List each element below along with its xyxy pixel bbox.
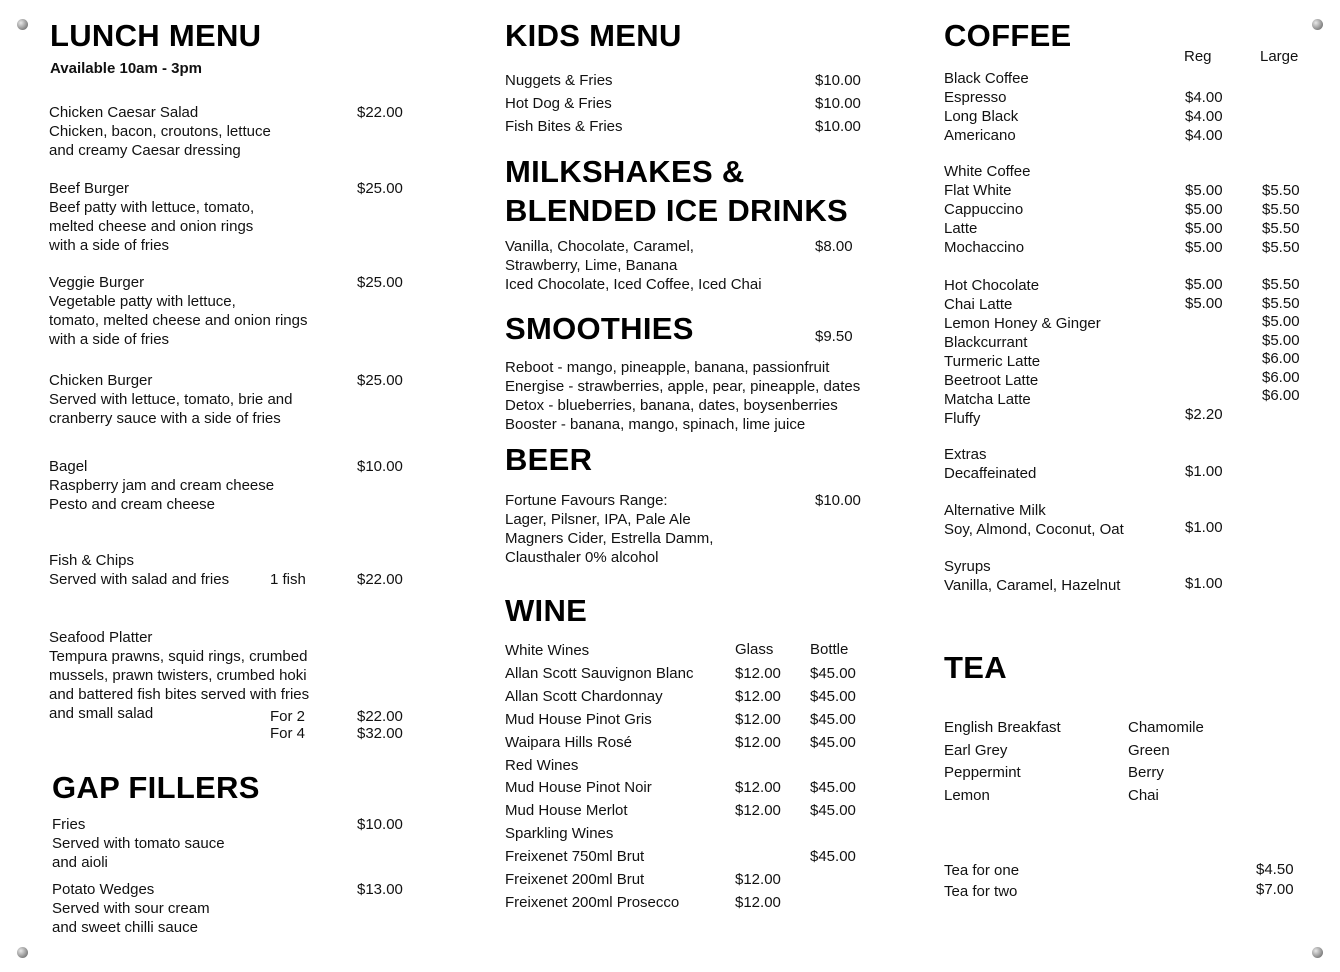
wine-bottle-price xyxy=(810,892,856,915)
beer-title: BEER xyxy=(505,442,593,477)
item-name: Hot Dog & Fries xyxy=(505,95,612,112)
tea-price-names xyxy=(944,860,1019,902)
coffee-reg-price: $4.00 xyxy=(1185,127,1223,144)
wine-bottle-price xyxy=(810,755,856,778)
item-desc: with a side of fries xyxy=(49,331,170,348)
wine-bottle-price: $45.00 xyxy=(810,802,856,820)
coffee-head-reg: Reg xyxy=(1184,48,1212,65)
tea-name: Green xyxy=(1128,741,1170,759)
item-desc: mussels, prawn twisters, crumbed hoki xyxy=(49,667,307,684)
coffee-reg-price xyxy=(1185,69,1223,88)
menu-item xyxy=(49,457,274,514)
coffee-reg-price: $5.00 xyxy=(1185,201,1223,218)
wine-category: Red Wines xyxy=(505,756,579,774)
wine-bottle-price xyxy=(810,823,856,846)
coffee-group-specialty xyxy=(944,276,1101,428)
milkshakes-title-line: BLENDED ICE DRINKS xyxy=(505,193,848,228)
item-desc: with a side of fries xyxy=(49,237,170,254)
item-desc: and battered fish bites served with fries xyxy=(49,686,310,703)
extras-heading: Syrups xyxy=(944,558,991,575)
item-desc: cranberry sauce with a side of fries xyxy=(49,410,281,427)
lunch-title: LUNCH MENU xyxy=(50,18,262,53)
coffee-name: Mochaccino xyxy=(944,239,1025,256)
item-price: $25.00 xyxy=(357,180,403,197)
extras-item: Soy, Almond, Coconut, Oat xyxy=(944,521,1124,538)
coffee-reg-price: $5.00 xyxy=(1185,276,1223,293)
tea-title: TEA xyxy=(944,650,1007,685)
wine-bottle-price xyxy=(810,869,856,892)
item-name: Bagel xyxy=(49,458,88,475)
wine-title: WINE xyxy=(505,593,588,628)
coffee-reg-price xyxy=(1185,369,1223,388)
beer-list xyxy=(505,491,713,567)
menu-item xyxy=(52,880,210,937)
coffee-reg-price: $5.00 xyxy=(1185,182,1223,199)
coffee-reg-price: $5.00 xyxy=(1185,239,1223,256)
wine-glass-price: $12.00 xyxy=(735,871,781,889)
kids-menu-title: KIDS MENU xyxy=(505,18,682,53)
item-desc: Pesto and cream cheese xyxy=(49,496,215,513)
coffee-group-white xyxy=(944,162,1030,257)
milkshakes-flavours xyxy=(505,237,762,294)
tea-price: $4.50 xyxy=(1256,861,1294,878)
smoothie-line: Booster - banana, mango, spinach, lime juice xyxy=(505,416,806,433)
coffee-group-black xyxy=(944,69,1029,145)
coffee-head-large: Large xyxy=(1260,48,1299,65)
item-desc: and aioli xyxy=(52,854,108,871)
item-name: Fries xyxy=(52,816,86,833)
coffee-reg-price xyxy=(1185,162,1223,181)
coffee-reg-price xyxy=(1185,313,1223,332)
extras-price: $1.00 xyxy=(1185,575,1223,592)
wine-name: Allan Scott Sauvignon Blanc xyxy=(505,664,694,682)
wine-glass-price: $12.00 xyxy=(735,687,781,705)
coffee-title: COFFEE xyxy=(944,18,1072,53)
wine-glass-price: $12.00 xyxy=(735,710,781,728)
coffee-large-price: $6.00 xyxy=(1262,368,1300,386)
coffee-name: Long Black xyxy=(944,108,1019,125)
wine-bottle-prices xyxy=(810,640,856,915)
coffee-name: Fluffy xyxy=(944,410,981,427)
item-price: $22.00 xyxy=(357,104,403,121)
item-name: Nuggets & Fries xyxy=(505,72,613,89)
gap-fillers-title: GAP FILLERS xyxy=(52,770,260,805)
flavour-line: Iced Chocolate, Iced Coffee, Iced Chai xyxy=(505,276,762,293)
wine-glass-price xyxy=(735,823,781,846)
wine-glass-price xyxy=(735,846,781,869)
tea-name: Chai xyxy=(1128,787,1159,805)
kids-items xyxy=(505,69,623,138)
wine-bottle-price: $45.00 xyxy=(810,779,856,797)
extras-heading: Alternative Milk xyxy=(944,502,1046,519)
item-desc: and small salad xyxy=(49,705,154,722)
coffee-large-price: $5.50 xyxy=(1262,276,1300,293)
coffee-large-price: $5.50 xyxy=(1262,294,1300,312)
milkshakes-price: $8.00 xyxy=(815,238,853,255)
wine-bottle-price: $45.00 xyxy=(810,733,856,751)
smoothies-price: $9.50 xyxy=(815,328,853,345)
coffee-name: Hot Chocolate xyxy=(944,277,1040,294)
coffee-reg-price xyxy=(1185,332,1223,351)
wine-name: Mud House Pinot Noir xyxy=(505,779,652,797)
extras-price: $1.00 xyxy=(1185,463,1223,480)
wine-glass-price: $12.00 xyxy=(735,893,781,911)
item-price: $32.00 xyxy=(357,725,403,742)
coffee-reg-price: $5.00 xyxy=(1185,220,1223,237)
item-desc: Served with tomato sauce xyxy=(52,835,225,852)
tea-name: English Breakfast xyxy=(944,719,1061,736)
wine-name: Mud House Merlot xyxy=(505,802,628,820)
beer-line: Clausthaler 0% alcohol xyxy=(505,549,659,566)
tea-price-values xyxy=(1256,860,1294,900)
item-desc: Beef patty with lettuce, tomato, xyxy=(49,199,255,216)
smoothies-title: SMOOTHIES xyxy=(505,311,694,346)
wine-head-bottle: Bottle xyxy=(810,641,849,658)
tea-name: Berry xyxy=(1128,764,1164,782)
coffee-name: Flat White xyxy=(944,182,1012,199)
coffee-name: Lemon Honey & Ginger xyxy=(944,315,1101,332)
item-name: Beef Burger xyxy=(49,180,130,197)
extras-syrups xyxy=(944,557,1120,595)
smoothies-list xyxy=(505,358,860,434)
item-desc: and creamy Caesar dressing xyxy=(49,142,241,159)
wine-glass-price xyxy=(735,640,781,663)
smoothie-line: Detox - blueberries, banana, dates, boysenberries xyxy=(505,397,838,414)
item-name: Veggie Burger xyxy=(49,274,145,291)
coffee-large-price: $5.50 xyxy=(1262,239,1300,256)
item-name: Chicken Burger xyxy=(49,372,153,389)
tea-option: Tea for two xyxy=(944,883,1018,900)
extras-milk xyxy=(944,501,1124,539)
wine-name: Allan Scott Chardonnay xyxy=(505,687,663,705)
coffee-large-price: $5.50 xyxy=(1262,220,1300,237)
item-desc: Served with lettuce, tomato, brie and xyxy=(49,391,293,408)
smoothie-line: Energise - strawberries, apple, pear, pineapple, dates xyxy=(505,378,861,395)
extras-item: Vanilla, Caramel, Hazelnut xyxy=(944,577,1121,594)
beer-line: Fortune Favours Range: xyxy=(505,492,668,509)
wine-glass-price: $12.00 xyxy=(735,779,781,797)
menu-item xyxy=(52,815,225,872)
coffee-name: Blackcurrant xyxy=(944,334,1028,351)
wine-bottle-price: $45.00 xyxy=(810,687,856,705)
coffee-large-price: $5.00 xyxy=(1262,331,1300,349)
extras-decaf xyxy=(944,445,1036,483)
coffee-reg-prices xyxy=(1185,69,1223,145)
wine-name: Freixenet 200ml Brut xyxy=(505,871,645,889)
coffee-name: Chai Latte xyxy=(944,296,1013,313)
item-price: $25.00 xyxy=(357,274,403,291)
item-desc: tomato, melted cheese and onion rings xyxy=(49,312,308,329)
coffee-large-price: $6.00 xyxy=(1262,350,1300,367)
item-name: Seafood Platter xyxy=(49,629,153,646)
item-portion: For 4 xyxy=(270,725,306,742)
coffee-large-prices xyxy=(1262,276,1300,424)
coffee-name: Turmeric Latte xyxy=(944,353,1041,370)
item-portion: For 2 xyxy=(270,708,306,725)
extras-heading: Extras xyxy=(944,446,987,463)
menu-item xyxy=(49,273,308,349)
item-desc: Served with salad and fries xyxy=(49,571,230,588)
coffee-name: Beetroot Latte xyxy=(944,372,1039,389)
wine-glass-price: $12.00 xyxy=(735,802,781,820)
tea-name: Chamomile xyxy=(1128,719,1204,736)
item-desc: and sweet chilli sauce xyxy=(52,919,198,936)
item-desc: melted cheese and onion rings xyxy=(49,218,254,235)
wine-names xyxy=(505,640,693,915)
milkshakes-title xyxy=(505,152,848,230)
item-desc: Vegetable patty with lettuce, xyxy=(49,293,236,310)
menu-item xyxy=(49,371,292,428)
coffee-reg-price: $5.00 xyxy=(1185,294,1223,312)
tea-price: $7.00 xyxy=(1256,881,1294,898)
tea-name: Peppermint xyxy=(944,764,1021,782)
pin-top-left xyxy=(17,19,28,30)
coffee-large-price: $5.50 xyxy=(1262,182,1300,199)
coffee-reg-price: $2.20 xyxy=(1185,405,1223,423)
menu-item xyxy=(49,103,271,160)
item-name: Fish Bites & Fries xyxy=(505,118,623,135)
wine-name: Freixenet 200ml Prosecco xyxy=(505,893,680,911)
item-portion: 1 fish xyxy=(270,571,306,588)
tea-col-1 xyxy=(944,717,1061,808)
item-desc: Chicken, bacon, croutons, lettuce xyxy=(49,123,271,140)
beer-line: Lager, Pilsner, IPA, Pale Ale xyxy=(505,511,691,528)
tea-name: Earl Grey xyxy=(944,741,1008,759)
flavour-line: Strawberry, Lime, Banana xyxy=(505,257,678,274)
item-price: $22.00 xyxy=(357,571,403,588)
item-price: $10.00 xyxy=(357,458,403,475)
coffee-name: Espresso xyxy=(944,89,1007,106)
coffee-reg-price: $4.00 xyxy=(1185,89,1223,106)
item-price: $22.00 xyxy=(357,708,403,725)
lunch-availability: Available 10am - 3pm xyxy=(50,60,203,77)
milkshakes-title-line: MILKSHAKES & xyxy=(505,154,745,189)
wine-name: Freixenet 750ml Brut xyxy=(505,848,645,866)
item-desc: Raspberry jam and cream cheese xyxy=(49,477,275,494)
wine-category: Sparkling Wines xyxy=(505,825,614,843)
coffee-large-price: $5.00 xyxy=(1262,313,1300,330)
kids-prices xyxy=(815,69,861,138)
wine-bottle-price: $45.00 xyxy=(810,664,856,682)
coffee-large-price: $6.00 xyxy=(1262,387,1300,404)
coffee-name: Matcha Latte xyxy=(944,391,1031,408)
pin-top-right xyxy=(1312,19,1323,30)
item-name: Fish & Chips xyxy=(49,552,135,569)
coffee-reg-prices xyxy=(1185,162,1223,257)
coffee-large-price: $5.50 xyxy=(1262,201,1300,218)
coffee-name: Cappuccino xyxy=(944,201,1024,218)
extras-item: Decaffeinated xyxy=(944,465,1037,482)
coffee-large-price xyxy=(1262,162,1300,181)
wine-head-glass: Glass xyxy=(735,641,774,658)
item-price: $10.00 xyxy=(815,118,861,135)
smoothie-line: Reboot - mango, pineapple, banana, passionfruit xyxy=(505,359,830,376)
item-price: $10.00 xyxy=(815,95,861,112)
coffee-reg-price: $4.00 xyxy=(1185,108,1223,125)
beer-line: Magners Cider, Estrella Damm, xyxy=(505,530,714,547)
tea-name: Lemon xyxy=(944,787,990,805)
item-desc: Tempura prawns, squid rings, crumbed xyxy=(49,648,308,665)
coffee-reg-prices xyxy=(1185,276,1223,424)
wine-name: Waipara Hills Rosé xyxy=(505,733,632,751)
item-name: Potato Wedges xyxy=(52,881,155,898)
wine-glass-price: $12.00 xyxy=(735,733,781,751)
coffee-reg-price xyxy=(1185,350,1223,369)
coffee-large-price xyxy=(1262,406,1300,425)
flavour-line: Vanilla, Chocolate, Caramel, xyxy=(505,238,694,255)
coffee-category: White Coffee xyxy=(944,163,1031,180)
coffee-reg-price xyxy=(1185,387,1223,406)
coffee-category: Black Coffee xyxy=(944,70,1029,87)
coffee-name: Latte xyxy=(944,220,978,237)
item-name: Chicken Caesar Salad xyxy=(49,104,199,121)
wine-bottle-price: $45.00 xyxy=(810,848,856,866)
item-price: $13.00 xyxy=(357,881,403,898)
coffee-name: Americano xyxy=(944,127,1016,144)
pin-bottom-right xyxy=(1312,947,1323,958)
beer-price: $10.00 xyxy=(815,492,861,509)
wine-bottle-price xyxy=(810,640,856,663)
wine-glass-price xyxy=(735,755,781,778)
wine-bottle-price: $45.00 xyxy=(810,710,856,728)
item-price: $25.00 xyxy=(357,372,403,389)
tea-option: Tea for one xyxy=(944,862,1020,879)
item-desc: Served with sour cream xyxy=(52,900,210,917)
menu-item-fish xyxy=(49,551,229,589)
item-price: $10.00 xyxy=(815,72,861,89)
extras-price: $1.00 xyxy=(1185,519,1223,536)
wine-glass-price: $12.00 xyxy=(735,664,781,682)
wine-category: White Wines xyxy=(505,642,590,659)
pin-bottom-left xyxy=(17,947,28,958)
wine-name: Mud House Pinot Gris xyxy=(505,710,652,728)
wine-glass-prices xyxy=(735,640,781,915)
tea-col-2 xyxy=(1128,717,1204,808)
menu-item xyxy=(49,179,254,255)
item-price: $10.00 xyxy=(357,816,403,833)
coffee-large-prices xyxy=(1262,162,1300,257)
